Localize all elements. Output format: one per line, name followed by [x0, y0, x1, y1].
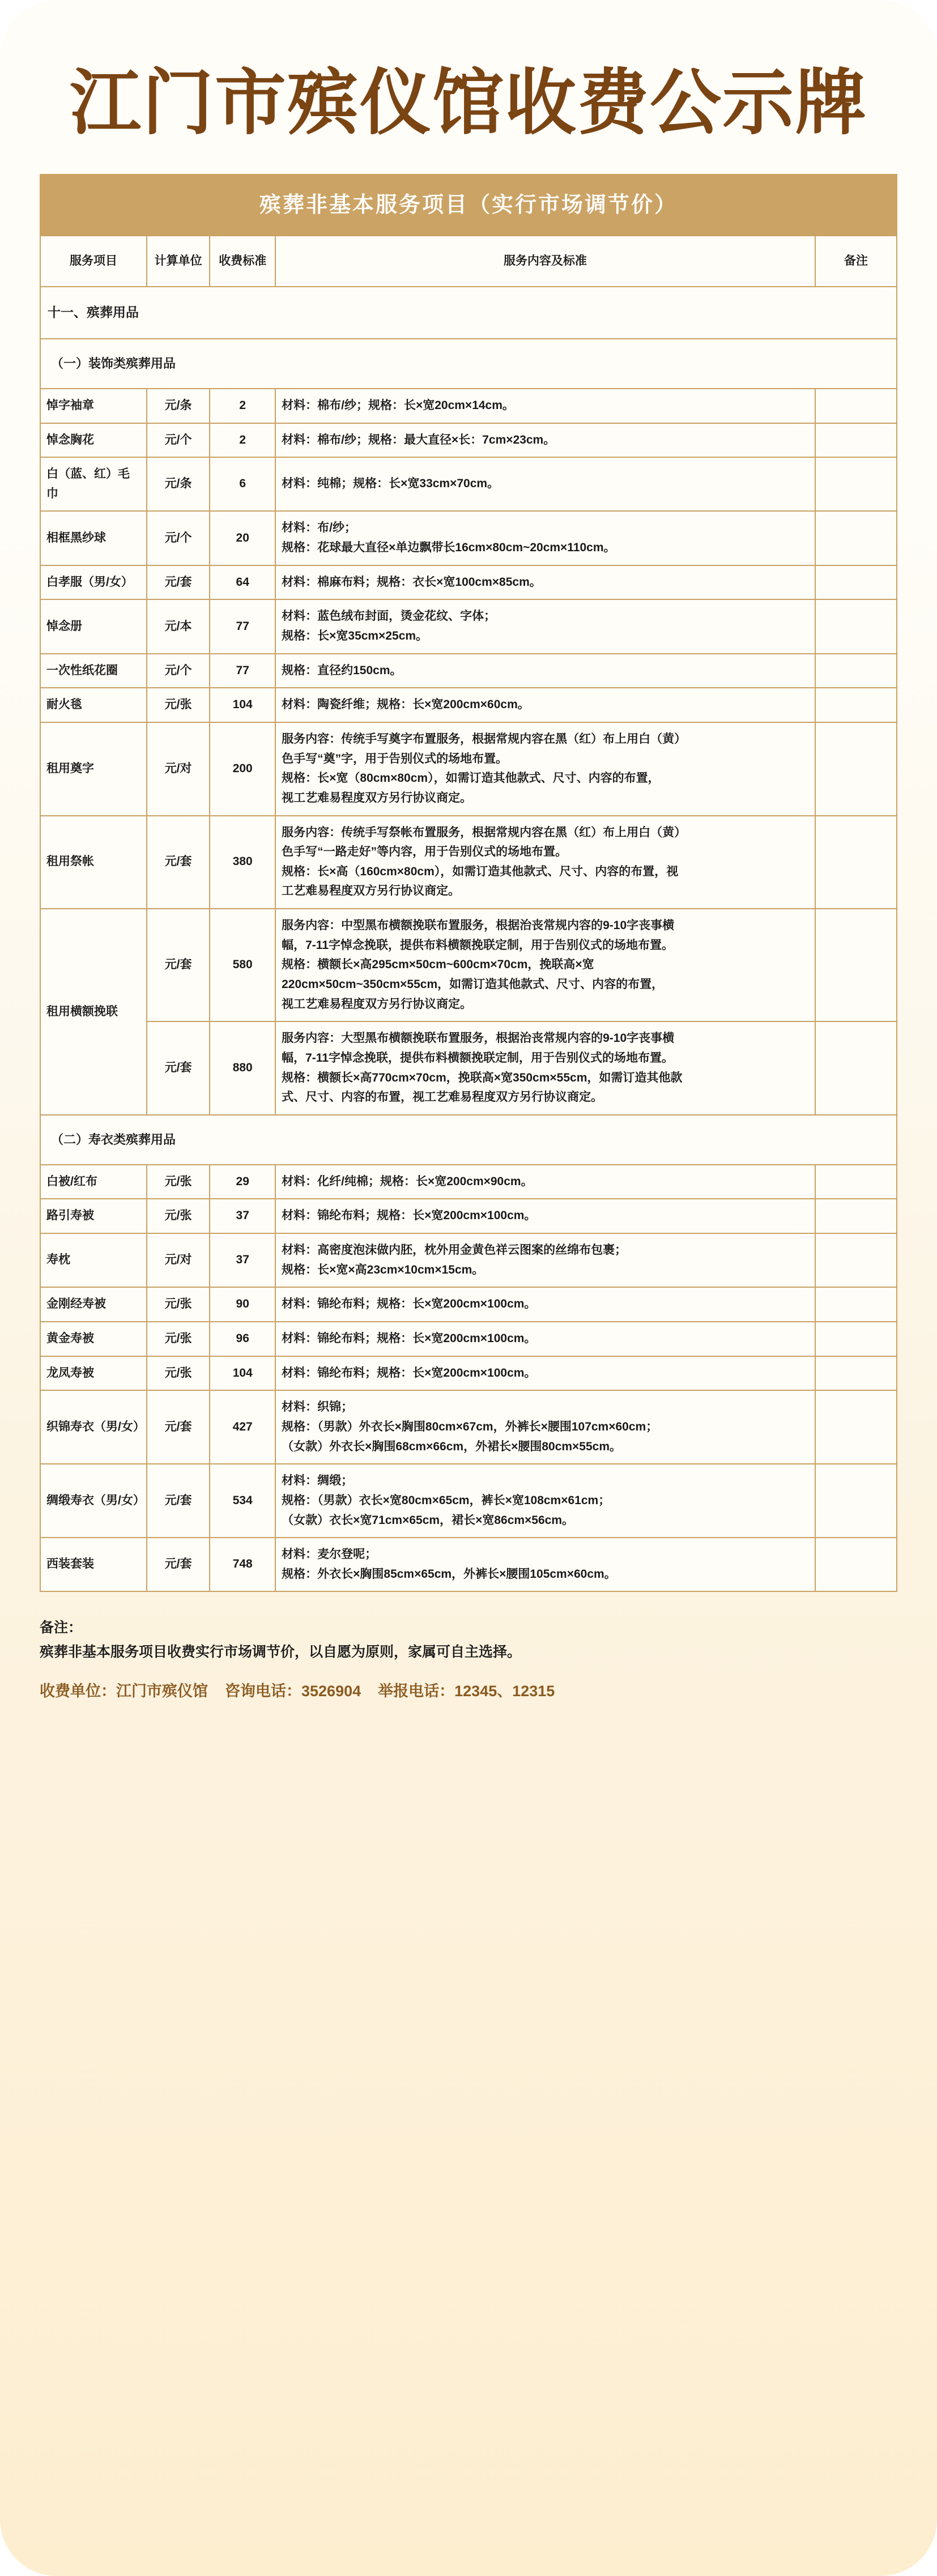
cell-description	[275, 389, 815, 423]
column-header-remark: 备注	[815, 236, 897, 287]
cell-remark	[815, 389, 897, 423]
table-row	[40, 1287, 897, 1322]
cell-price: 104	[210, 688, 275, 722]
column-header-unit: 计算单位	[147, 236, 210, 287]
cell-remark	[815, 722, 897, 816]
cell-price: 20	[210, 511, 275, 565]
description-line: 规格：横额长×高770cm×70cm，挽联高×宽350cm×55cm，如需订造其他款	[282, 1071, 683, 1084]
description-line: 材料：高密度泡沫做内胚，枕外用金黄色祥云图案的丝绵布包裹；	[282, 1244, 627, 1257]
cell-price: 90	[210, 1287, 275, 1322]
table-row	[40, 816, 897, 909]
description-line: 材料：锦纶布料；规格：长×宽200cm×100cm。	[282, 1297, 536, 1311]
description-line: 规格：长×高（160cm×80cm），如需订造其他款式、尺寸、内容的布置，视	[282, 865, 679, 878]
cell-price: 6	[210, 457, 275, 511]
description-line: 规格：外衣长×胸围85cm×65cm，外裤长×腰围105cm×60cm。	[282, 1567, 616, 1581]
description-line: 材料：布/纱；	[282, 521, 356, 535]
table-header-row	[40, 236, 897, 287]
table-row	[40, 1165, 897, 1199]
table-row	[40, 1390, 897, 1464]
cell-description	[275, 1287, 815, 1322]
cell-price: 748	[210, 1538, 275, 1591]
description-line: 色手写“一路走好”等内容，用于告别仪式的场地布置。	[282, 845, 568, 859]
cell-unit: 元/套	[147, 1021, 210, 1115]
description-line: 材料：锦纶布料；规格：长×宽200cm×100cm。	[282, 1366, 536, 1379]
contact-line: 收费单位：江门市殡仪馆 咨询电话：3526904 举报电话：12345、12315	[40, 1683, 555, 1700]
description-line: 材料：棉布/纱；规格：长×宽20cm×14cm。	[282, 398, 514, 412]
cell-description	[275, 688, 815, 722]
cell-remark	[815, 1464, 897, 1538]
cell-price: 200	[210, 722, 275, 816]
cell-remark	[815, 1390, 897, 1464]
cell-service-item: 寿枕	[40, 1233, 147, 1287]
cell-unit: 元/个	[147, 423, 210, 458]
description-line: 规格：（男款）外衣长×胸围80cm×67cm，外裤长×腰围107cm×60cm；	[282, 1420, 658, 1433]
cell-service-item: 悼念胸花	[40, 423, 147, 458]
cell-price: 64	[210, 565, 275, 600]
description-line: 材料：陶瓷纤维；规格：长×宽200cm×60cm。	[282, 698, 530, 712]
description-line: 规格：（男款）衣长×宽80cm×65cm，裤长×宽108cm×61cm；	[282, 1493, 611, 1507]
cell-price: 104	[210, 1356, 275, 1391]
cell-service-item: 织锦寿衣（男/女）	[40, 1390, 147, 1464]
cell-remark	[815, 1021, 897, 1115]
cell-unit: 元/套	[147, 1538, 210, 1591]
cell-service-item: 悼字袖章	[40, 389, 147, 423]
description-line: 规格：横额长×高295cm×50cm~600cm×70cm，挽联高×宽	[282, 958, 594, 972]
cell-unit: 元/对	[147, 1233, 210, 1287]
cell-service-item: 路引寿被	[40, 1199, 147, 1233]
cell-remark	[815, 688, 897, 722]
cell-price: 37	[210, 1199, 275, 1233]
table-row	[40, 722, 897, 816]
cell-unit: 元/对	[147, 722, 210, 816]
cell-unit: 元/张	[147, 1165, 210, 1199]
cell-unit: 元/套	[147, 1390, 210, 1464]
cell-description	[275, 565, 815, 600]
table-row	[40, 1356, 897, 1391]
cell-price: 2	[210, 389, 275, 423]
description-line: 材料：化纤/纯棉；规格：长×宽200cm×90cm。	[282, 1174, 533, 1188]
cell-unit: 元/本	[147, 599, 210, 653]
cell-service-item: 白孝服（男/女）	[40, 565, 147, 600]
table-row	[40, 654, 897, 688]
description-line: 服务内容：传统手写祭帐布置服务，根据常规内容在黑（红）布上用白（黄）	[282, 825, 687, 839]
title-section	[0, 0, 937, 144]
cell-remark	[815, 1356, 897, 1391]
cell-service-item: 相框黑纱球	[40, 511, 147, 565]
description-line: 材料：蓝色绒布封面，烫金花纹、字体；	[282, 610, 496, 623]
cell-unit: 元/张	[147, 1287, 210, 1322]
cell-remark	[815, 909, 897, 1021]
cell-description	[275, 909, 815, 1021]
description-line: 220cm×50cm~350cm×55cm，如需订造其他款式、尺寸、内容的布置，	[282, 977, 664, 991]
cell-unit: 元/个	[147, 654, 210, 688]
description-line: 材料：锦纶布料；规格：长×宽200cm×100cm。	[282, 1332, 536, 1346]
cell-remark	[815, 1538, 897, 1591]
description-line: 规格：长×宽（80cm×80cm），如需订造其他款式、尺寸、内容的布置，	[282, 772, 660, 785]
column-header-item: 服务项目	[40, 236, 147, 287]
description-line: 色手写“奠”字，用于告别仪式的场地布置。	[282, 752, 508, 765]
cell-remark	[815, 511, 897, 565]
table-row	[40, 565, 897, 600]
subsection-header-row-2-label: （二）寿衣类殡葬用品	[40, 1115, 897, 1165]
price-table-block	[40, 174, 897, 1593]
cell-description	[275, 1322, 815, 1356]
description-line: 视工艺难易程度双方另行协议商定。	[282, 997, 472, 1011]
cell-remark	[815, 1322, 897, 1356]
table-row	[40, 1464, 897, 1538]
cell-description	[275, 1021, 815, 1115]
description-line: 材料：棉布/纱；规格：最大直径×长：7cm×23cm。	[282, 433, 556, 446]
cell-price: 427	[210, 1390, 275, 1464]
table-row	[40, 1322, 897, 1356]
cell-service-item: 租用奠字	[40, 722, 147, 816]
cell-unit: 元/条	[147, 389, 210, 423]
column-header-price: 收费标准	[210, 236, 275, 287]
table-row	[40, 909, 897, 1021]
table-body	[40, 287, 897, 1592]
cell-remark	[815, 457, 897, 511]
description-line: 材料：锦纶布料；规格：长×宽200cm×100cm。	[282, 1209, 536, 1223]
table-row	[40, 599, 897, 653]
cell-price: 2	[210, 423, 275, 458]
cell-remark	[815, 816, 897, 909]
cell-remark	[815, 654, 897, 688]
description-line: 规格：花球最大直径×单边飘带长16cm×80cm~20cm×110cm。	[282, 541, 616, 555]
cell-remark	[815, 1287, 897, 1322]
cell-price: 77	[210, 654, 275, 688]
table-row	[40, 1199, 897, 1233]
description-line: 服务内容：中型黑布横额挽联布置服务，根据治丧常规内容的9-10字丧事横	[282, 919, 675, 933]
cell-service-item: 绸缎寿衣（男/女）	[40, 1464, 147, 1538]
cell-service-item: 白被/红布	[40, 1165, 147, 1199]
cell-description	[275, 654, 815, 688]
cell-service-item: 租用祭帐	[40, 816, 147, 909]
cell-price: 29	[210, 1165, 275, 1199]
cell-service-item: 一次性纸花圈	[40, 654, 147, 688]
column-header-desc: 服务内容及标准	[275, 236, 815, 287]
cell-remark	[815, 565, 897, 600]
cell-unit: 元/条	[147, 457, 210, 511]
table-head	[40, 236, 897, 287]
cell-service-item: 西装套装	[40, 1538, 147, 1591]
cell-service-item: 白（蓝、红）毛巾	[40, 457, 147, 511]
table-row	[40, 688, 897, 722]
cell-description	[275, 457, 815, 511]
description-line: 幅，7-11字悼念挽联，提供布料横额挽联定制，用于告别仪式的场地布置。	[282, 938, 674, 952]
cell-remark	[815, 1165, 897, 1199]
cell-service-item: 龙凤寿被	[40, 1356, 147, 1391]
section-header-row-label: 十一、殡葬用品	[40, 287, 897, 339]
page-title: 江门市殡仪馆收费公示牌	[70, 61, 867, 144]
description-line: 材料：棉麻布料；规格：衣长×宽100cm×85cm。	[282, 575, 542, 589]
table-row	[40, 389, 897, 423]
description-line: 材料：绸缎；	[282, 1474, 353, 1488]
description-line: （女款）衣长×宽71cm×65cm，裙长×宽86cm×56cm。	[282, 1513, 574, 1527]
subsection-header-row-2	[40, 1115, 897, 1165]
cell-price: 580	[210, 909, 275, 1021]
cell-remark	[815, 599, 897, 653]
description-line: 幅，7-11字悼念挽联，提供布料横额挽联定制，用于告别仪式的场地布置。	[282, 1051, 674, 1065]
cell-description	[275, 816, 815, 909]
note-body: 殡葬非基本服务项目收费实行市场调节价，以自愿为原则，家属可自主选择。	[40, 1643, 522, 1660]
cell-description	[275, 1464, 815, 1538]
cell-unit: 元/套	[147, 565, 210, 600]
description-line: 材料：纯棉；规格：长×宽33cm×70cm。	[282, 477, 500, 491]
cell-price: 37	[210, 1233, 275, 1287]
description-line: 视工艺难易程度双方另行协议商定。	[282, 791, 472, 804]
section-header-row	[40, 287, 897, 339]
cell-description	[275, 1390, 815, 1464]
cell-description	[275, 423, 815, 458]
cell-unit: 元/张	[147, 1356, 210, 1391]
description-line: （女款）外衣长×胸围68cm×66cm，外裙长×腰围80cm×55cm。	[282, 1440, 622, 1453]
cell-service-item: 黄金寿被	[40, 1322, 147, 1356]
table-row	[40, 457, 897, 511]
description-line: 服务内容：传统手写奠字布置服务，根据常规内容在黑（红）布上用白（黄）	[282, 732, 687, 746]
table-row	[40, 1538, 897, 1591]
description-line: 式、尺寸、内容的布置，视工艺难易程度双方另行协议商定。	[282, 1091, 603, 1104]
description-line: 规格：长×宽35cm×25cm。	[282, 629, 428, 643]
table-banner: 殡葬非基本服务项目（实行市场调节价）	[40, 174, 897, 235]
cell-service-item: 悼念册	[40, 599, 147, 653]
cell-service-item: 租用横额挽联	[40, 909, 147, 1115]
note-label: 备注：	[40, 1620, 83, 1636]
description-line: 材料：织锦；	[282, 1400, 353, 1414]
subsection-header-row-1	[40, 339, 897, 389]
table-row	[40, 1233, 897, 1287]
cell-unit: 元/张	[147, 1199, 210, 1233]
cell-price: 96	[210, 1322, 275, 1356]
cell-remark	[815, 423, 897, 458]
cell-unit: 元/张	[147, 688, 210, 722]
cell-description	[275, 1356, 815, 1391]
description-line: 规格：长×宽×高23cm×10cm×15cm。	[282, 1263, 484, 1276]
cell-unit: 元/套	[147, 816, 210, 909]
cell-unit: 元/张	[147, 1322, 210, 1356]
cell-description	[275, 1538, 815, 1591]
cell-price: 380	[210, 816, 275, 909]
cell-price: 77	[210, 599, 275, 653]
cell-remark	[815, 1233, 897, 1287]
footer-notes	[40, 1616, 897, 1705]
cell-description	[275, 599, 815, 653]
cell-unit: 元/个	[147, 511, 210, 565]
table-row	[40, 423, 897, 458]
subsection-header-row-1-label: （一）装饰类殡葬用品	[40, 339, 897, 389]
cell-description	[275, 722, 815, 816]
description-line: 工艺难易程度双方另行协议商定。	[282, 884, 461, 898]
cell-description	[275, 1199, 815, 1233]
cell-unit: 元/套	[147, 909, 210, 1021]
price-table	[40, 235, 897, 1593]
cell-description	[275, 511, 815, 565]
table-row	[40, 511, 897, 565]
cell-service-item: 金刚经寿被	[40, 1287, 147, 1322]
description-line: 服务内容：大型黑布横额挽联布置服务，根据治丧常规内容的9-10字丧事横	[282, 1032, 675, 1045]
cell-price: 534	[210, 1464, 275, 1538]
cell-price: 880	[210, 1021, 275, 1115]
cell-service-item: 耐火毯	[40, 688, 147, 722]
table-row	[40, 1021, 897, 1115]
description-line: 规格：直径约150cm。	[282, 663, 402, 677]
cell-description	[275, 1165, 815, 1199]
cell-unit: 元/套	[147, 1464, 210, 1538]
cell-description	[275, 1233, 815, 1287]
cell-remark	[815, 1199, 897, 1233]
description-line: 材料：麦尔登呢；	[282, 1548, 377, 1561]
